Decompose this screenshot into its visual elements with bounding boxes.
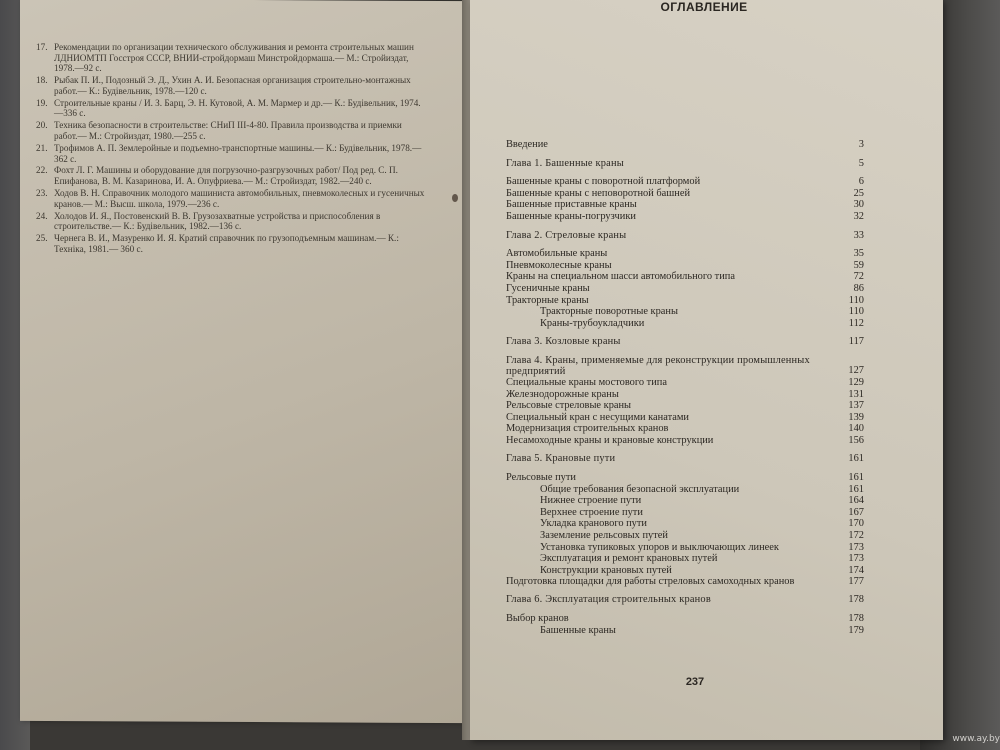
table-of-contents	[506, 139, 864, 636]
toc-entry-title: Рельсовые пути	[506, 472, 576, 484]
toc-entry-page: 86	[853, 282, 864, 294]
toc-entry	[506, 318, 864, 330]
toc-spacer	[506, 241, 864, 248]
reference-number: 22.	[36, 165, 48, 176]
toc-entry-title: Конструкции крановых путей	[540, 564, 672, 576]
toc-entry-title: Установка тупиковых упоров и выключающих линеек	[540, 541, 779, 553]
toc-entry-title: Башенные краны с неповоротной башней	[506, 187, 691, 199]
toc-entry-page: 161	[848, 453, 864, 465]
toc-entry-page: 173	[848, 541, 864, 553]
toc-entry-page: 35	[853, 248, 864, 260]
reference-item	[36, 143, 426, 164]
reference-item	[36, 165, 426, 186]
toc-entry-title: Башенные краны с поворотной платформой	[506, 176, 701, 188]
toc-entry-title: Несамоходные краны и крановые конструкции	[506, 434, 714, 446]
toc-entry-title: Заземление рельсовых путей	[540, 530, 668, 542]
toc-entry	[506, 423, 864, 435]
toc-chapter	[506, 158, 864, 170]
toc-chapter	[506, 453, 864, 465]
reference-number: 23.	[36, 188, 48, 199]
toc-entry	[506, 260, 864, 272]
toc-entry-page: 170	[848, 518, 864, 530]
toc-entry	[506, 271, 864, 283]
toc-entry-title: Глава 1. Башенные краны	[506, 157, 624, 169]
toc-entry-page: 137	[848, 400, 864, 412]
toc-entry	[506, 295, 864, 307]
toc-entry-page: 156	[848, 434, 864, 446]
toc-entry-page: 129	[848, 376, 864, 388]
toc-entry	[506, 400, 864, 412]
toc-entry	[506, 613, 864, 625]
reference-text: Ходов В. Н. Справочник молодого машиниста автомобильных, пневмоколесных и гусеничных кранов.— М.: Высш. школа, 1979.—236 с.	[54, 188, 425, 209]
reference-number: 19.	[36, 97, 48, 108]
toc-entry	[506, 530, 864, 542]
toc-spacer	[506, 348, 864, 355]
toc-entry-page: 177	[848, 575, 864, 587]
reference-number: 24.	[36, 210, 48, 221]
toc-entry	[506, 625, 864, 637]
toc-entry-title: Глава 2. Стреловые краны	[506, 229, 627, 241]
toc-entry	[506, 553, 864, 565]
toc-entry-page: 161	[848, 483, 864, 495]
reference-item	[36, 233, 426, 254]
toc-entry	[506, 435, 864, 447]
toc-chapter	[506, 355, 864, 377]
toc-entry-page: 59	[853, 259, 864, 271]
toc-entry-title: Глава 4. Краны, применяемые для реконструкции промышленных предприятий	[506, 354, 810, 377]
toc-entry-page: 3	[858, 139, 864, 150]
toc-entry	[506, 306, 864, 318]
toc-entry	[506, 507, 864, 519]
reference-text: Строительные краны / И. З. Барц, Э. Н. Кутовой, А. М. Мармер и др.— К.: Будівельник, 1974.—336 с.	[54, 97, 421, 119]
toc-entry-title: Введение	[506, 139, 548, 150]
toc-entry	[506, 576, 864, 587]
toc-entry-title: Общие требования безопасной эксплуатации	[540, 483, 740, 495]
toc-entry-page: 110	[848, 306, 864, 318]
reference-item	[36, 42, 426, 74]
toc-entry	[506, 542, 864, 554]
reference-number: 17.	[36, 42, 48, 52]
toc-entry-title: Тракторные краны	[506, 294, 589, 306]
toc-entry-page: 173	[848, 553, 864, 565]
toc-chapter	[506, 336, 864, 348]
toc-entry	[506, 176, 864, 188]
toc-entry-page: 178	[848, 613, 864, 624]
toc-entry	[506, 211, 864, 223]
toc-entry-title: Башенные приставные краны	[506, 199, 637, 211]
toc-entry-page: 110	[848, 294, 864, 306]
toc-entry-title: Выбор кранов	[506, 613, 569, 624]
toc-entry-title: Эксплуатация и ремонт крановых путей	[540, 553, 718, 565]
toc-entry-page: 117	[848, 336, 864, 348]
toc-entry-page: 6	[858, 176, 864, 188]
reference-list	[36, 42, 426, 256]
toc-chapter	[506, 230, 864, 242]
watermark: www.ay.by	[952, 734, 1000, 744]
toc-title: ОГЛАВЛЕНИЕ	[660, 0, 748, 14]
toc-entry-title: Нижнее строение пути	[540, 495, 642, 507]
toc-entry-title: Верхнее строение пути	[540, 506, 643, 518]
toc-entry	[506, 484, 864, 496]
toc-entry	[506, 472, 864, 484]
toc-entry-title: Тракторные поворотные краны	[540, 306, 678, 318]
reference-item	[36, 188, 426, 209]
reference-number: 20.	[36, 120, 48, 131]
toc-entry-page: 5	[858, 157, 864, 169]
toc-entry-page: 179	[848, 624, 864, 636]
toc-entry-page: 161	[848, 472, 864, 484]
toc-entry-title: Подготовка площадки для работы стреловых самоходных кранов	[506, 576, 795, 588]
toc-entry	[506, 139, 864, 151]
reference-number: 25.	[36, 233, 48, 244]
toc-entry	[506, 389, 864, 401]
toc-spacer	[506, 587, 864, 594]
paper-stain	[452, 194, 458, 202]
toc-spacer	[506, 151, 864, 158]
toc-entry	[506, 248, 864, 260]
reference-text: Фохт Л. Г. Машины и оборудование для погрузочно-разгрузочных работ/ Под ред. С. П. Епифанова, В. М. Казаринова, И. А. Опуфриева.— М.: Стройиздат, 1982.—240 с.	[54, 165, 398, 187]
toc-entry-page: 112	[848, 317, 864, 329]
toc-entry-page: 172	[848, 530, 864, 542]
toc-entry-title: Краны на специальном шасси автомобильного типа	[506, 271, 735, 283]
toc-entry-page: 127	[848, 365, 864, 377]
toc-entry-title: Модернизация строительных кранов	[506, 423, 669, 435]
reference-text: Рекомендации по организации технического обслуживания и ремонта строительных машин ЛДНИОМТП Госстроя СССР, ВНИИ-стройдормаш Минстройдормаша.— М.: Стройиздат, 1978.—92 с.	[54, 42, 414, 74]
toc-entry	[506, 495, 864, 507]
toc-entry-title: Глава 3. Козловые краны	[506, 336, 621, 348]
toc-entry-title: Автомобильные краны	[506, 248, 608, 260]
reference-item	[36, 75, 426, 96]
toc-entry-page: 30	[853, 199, 864, 211]
page-number: 237	[685, 676, 705, 688]
toc-entry-title: Рельсовые стреловые краны	[506, 400, 632, 412]
toc-spacer	[506, 329, 864, 336]
toc-entry-title: Башенные краны	[540, 624, 616, 636]
reference-number: 18.	[36, 75, 48, 86]
toc-entry-page: 131	[848, 388, 864, 400]
toc-spacer	[506, 446, 864, 453]
toc-entry-page: 72	[853, 271, 864, 283]
toc-entry-page: 140	[848, 423, 864, 435]
toc-entry-title: Глава 6. Эксплуатация строительных кранов	[506, 594, 711, 606]
toc-entry	[506, 188, 864, 200]
toc-entry	[506, 199, 864, 211]
toc-entry-page: 33	[853, 229, 864, 241]
toc-entry-page: 32	[853, 210, 864, 222]
toc-entry	[506, 518, 864, 530]
reference-item	[36, 120, 426, 141]
toc-entry-page: 139	[848, 411, 864, 423]
reference-number: 21.	[36, 142, 48, 153]
reference-item	[36, 98, 426, 119]
toc-entry	[506, 283, 864, 295]
reference-text: Рыбак П. И., Подозный Э. Д., Ухин А. И. Безопасная организация строительно-монтажных работ.— К.: Будівельник, 1978.—120 с.	[54, 75, 411, 96]
toc-entry-title: Железнодорожные краны	[506, 388, 619, 400]
toc-entry-page: 178	[848, 594, 864, 606]
toc-spacer	[506, 465, 864, 472]
reference-text: Чернега В. И., Мазуренко И. Я. Кратий справочник по грузоподъемным машинам.— К.: Техніка, 1981.— 360 с.	[54, 233, 399, 254]
toc-entry-title: Краны-трубоукладчики	[540, 317, 645, 329]
toc-entry	[506, 412, 864, 424]
toc-entry-page: 164	[848, 495, 864, 507]
toc-spacer	[506, 223, 864, 230]
toc-entry-title: Пневмоколесные краны	[506, 259, 612, 271]
toc-spacer	[506, 606, 864, 613]
toc-entry-title: Гусеничные краны	[506, 282, 590, 294]
toc-spacer	[506, 169, 864, 176]
reference-text: Трофимов А. П. Землеройные и подъемно-транспортные машины.— К.: Будівельник, 1978.—362 с.	[54, 142, 422, 164]
reference-item	[36, 211, 426, 232]
toc-entry-page: 25	[853, 187, 864, 199]
toc-entry	[506, 377, 864, 389]
toc-entry-title: Глава 5. Крановые пути	[506, 453, 616, 465]
toc-entry	[506, 565, 864, 577]
toc-chapter	[506, 594, 864, 606]
reference-text: Холодов И. Я., Постовенский В. В. Грузозахватные устройства и приспособления в строительстве.— К.: Будівельник, 1982.—136 с.	[54, 210, 381, 232]
toc-entry-title: Башенные краны-погрузчики	[506, 210, 636, 222]
reference-text: Техника безопасности в строительстве: СНиП III-4-80. Правила производства и приемки работ.— М.: Стройиздат, 1980.—255 с.	[54, 120, 402, 141]
toc-entry-title: Специальные краны мостового типа	[506, 376, 667, 388]
toc-entry-title: Укладка кранового пути	[540, 518, 647, 530]
toc-entry-page: 167	[848, 506, 864, 518]
toc-entry-page: 174	[848, 564, 864, 576]
toc-entry-title: Специальный кран с несущими канатами	[506, 411, 689, 423]
